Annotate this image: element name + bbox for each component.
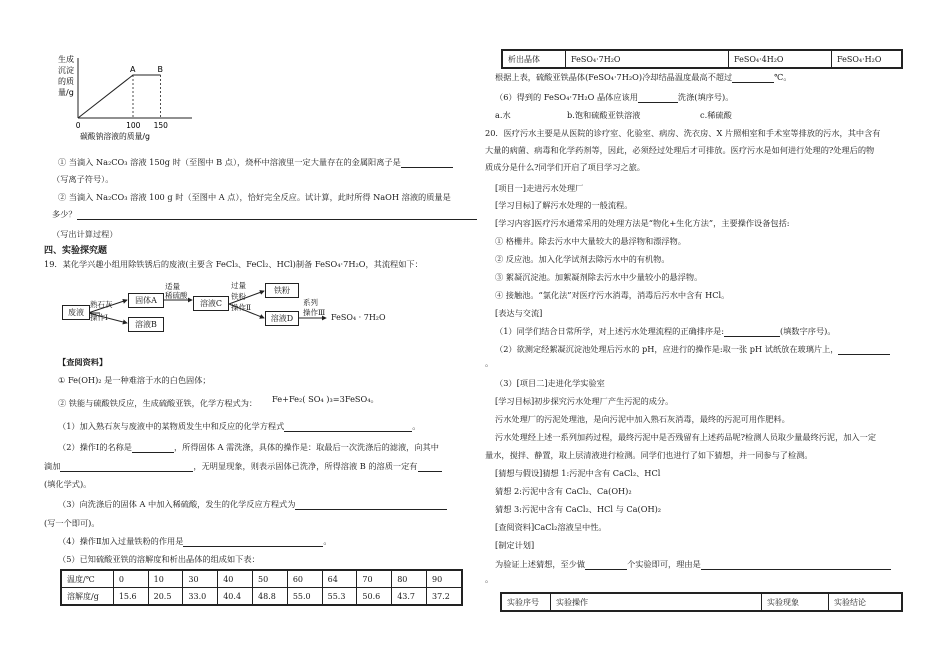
table-row [61,570,462,588]
wash-text: （6）得到的 FeSO₄·7H₂O 晶体应该用 [495,92,638,102]
crystal-temp-line [495,72,792,83]
step-1-end: 。 [412,421,421,431]
experiment-table [500,592,903,612]
sludge-detect-b: 量水，搅拌、静置，取上层清液进行检测。同学们也进行了如下猜想，并一同参与了检测。 [485,450,813,460]
point-label: A [130,65,136,75]
discussion-title: [表达与交流] [495,308,543,318]
point-label: B [157,65,163,75]
flow-label-op3-2: 操作Ⅲ [303,308,326,317]
step-5-text: （5）已知硫酸亚铁的溶解度和析出晶体的组成如下表： [58,554,260,564]
hypothesis-1: [猜想与假设]猜想 1:污泥中含有 CaCl₂、HCl [495,468,661,478]
learning-content: [学习内容]医疗污水通常采用的处理方法是“物化+生化方法”，主要操作设备包括: [495,218,790,228]
answer-blank-reason[interactable] [701,560,891,570]
step-3-text: （3）向洗涤后的固体 A 中加入稀硫酸，发生的化学反应方程式为 [58,499,296,509]
table-cell: 60 [287,570,322,588]
table-header-cell: 实验结论 [829,593,903,611]
flow-product: FeSO₄ · 7H₂O [331,313,386,322]
plan-text: 为验证上述猜想，至少做 [495,559,586,569]
flow-label-iron-2: 铁粉 [231,292,246,301]
table-cell: 50.6 [357,588,392,606]
step-4-text: （4）操作Ⅱ加入过量铁粉的作用是 [58,536,184,546]
table-header-cell: 实验现象 [762,593,829,611]
info-1: ① Fe(OH)₂ 是一种难溶于水的白色固体； [58,375,211,385]
order-line [495,326,836,337]
equation-end: 。 [370,394,379,404]
table-cell: FeSO₄·H₂O [832,50,903,68]
flow-iron-powder: 铁粉 [265,283,299,298]
flow-label-op1: 操作Ⅰ [90,313,108,322]
info-2: ② 铁能与硫酸铁反应，生成硫酸亚铁，化学方程式为： [58,398,258,408]
order-text-end: (填数字序号)。 [780,326,836,336]
step-2-line-b [44,461,442,472]
question-2-text: ② 当滴入 Na₂CO₃ 溶液 100 g 时（至图中 A 点），恰好完全反应。试计算，此时所得 NaOH 溶液的质量是 [58,192,451,202]
step-2-text-a2: ，所得固体 A 需洗涤，具体的操作是：取最后一次洗涤后的滤液，向其中 [173,442,439,452]
question-20-line-b: 大量的病菌、病毒和化学药剂等，因此，必须经过处理后才可排放。医疗污水是如何进行处理的?处理后的物 [485,145,875,155]
step-2-note: (填化学式)。 [44,479,92,489]
x-axis-label: 碳酸钠溶液的质量/g [80,132,150,141]
reference-info: [查阅资料]CaCl₂溶液呈中性。 [495,522,607,532]
y-axis-label: 量/g [58,88,74,97]
solubility-table [60,569,463,606]
hypothesis-3: 猜想 3:污泥中含有 CaCl₂、HCl 与 Ca(OH)₂ [495,504,662,514]
answer-blank-s1[interactable] [284,422,412,432]
answer-blank-r1[interactable] [732,73,774,83]
table-cell: 30 [183,570,218,588]
wash-line [495,92,733,103]
project-1: [项目一]走进污水处理厂 [495,183,584,193]
device-1: ① 格栅井。除去污水中大量较大的悬浮物和漂浮物。 [495,236,686,246]
table-cell: 80 [392,570,427,588]
question-1-line [58,157,453,168]
step-2-text-b: 滴加 [44,461,61,471]
answer-blank-s4[interactable] [183,537,323,547]
table-row [501,593,902,611]
answer-blank-s2c[interactable] [418,462,442,472]
flow-label-lime: 熟石灰 [90,300,113,309]
flow-label-op3-1: 系列 [303,298,318,307]
step-3-line [58,499,447,510]
step-2-text-b2: ，无明显现象，则表示固体已洗净，所得溶液 B 的溶质一定有 [193,461,418,471]
order-text: （1）同学们结合日常所学，对上述污水处理流程的正确排序是: [495,326,725,336]
answer-blank-order[interactable] [724,327,780,337]
question-2-ask: 多少？ [52,209,77,219]
table-cell: 50 [253,570,288,588]
table-cell: 0 [113,570,148,588]
device-2: ② 反应池。加入化学试剂去除污水中的有机物。 [495,254,670,264]
question-2-line [52,209,477,220]
question-1-text: ① 当滴入 Na₂CO₃ 溶液 150g 时（至图中 B 点），烧杯中溶液里一定大量存在的金属阳离子是 [58,157,401,167]
flow-solution-c: 溶液C [193,296,229,311]
table-cell: FeSO₄·4H₂O [729,50,832,68]
series-line [78,75,161,118]
y-axis-label: 的质 [58,77,74,86]
flow-label-iron-1: 过量 [231,281,246,290]
question-20-line-a: 20．医疗污水主要是从医院的诊疗室、化验室、病房、洗衣房、X 片照相室和手术室等排放的污水，其中含有 [485,128,881,138]
table-cell: 90 [427,570,463,588]
table-row [502,50,902,68]
ph-line [495,344,890,355]
table-header-cell: 实验序号 [501,593,551,611]
crystal-temp-unit: ℃。 [774,72,792,82]
answer-blank-2[interactable] [77,210,477,220]
question-19-text: 19．某化学兴趣小组用除铁锈后的废液(主要含 FeCl₃、FeCl₂、HCl)制备 FeSO₄·7H₂O，其流程如下： [44,259,423,269]
x-tick-label: 0 [75,121,81,130]
flow-solid-a: 固体A [128,293,164,308]
sludge-detect-a: 污水处理经上述一系列加药过程，最终污泥中是否残留有上述药品呢?检测人员取少量最终污泥，加入一定 [495,432,877,442]
section-title: 四、实验探究题 [44,246,108,256]
table-cell: 55.3 [322,588,357,606]
device-4: ④ 接触池。“氯化法”对医疗污水消毒，消毒后污水中含有 HCl。 [495,290,730,300]
wash-option-a: a.水 [495,110,511,120]
y-axis-label: 沉淀 [58,66,74,75]
table-cell: 析出晶体 [502,50,566,68]
table-cell: FeSO₄·7H₂O [566,50,729,68]
wash-text-end: 洗涤(填序号)。 [677,92,734,102]
plan-end: 。 [485,574,494,584]
answer-blank-r2[interactable] [638,93,678,103]
wash-option-c: c.稀硫酸 [700,110,732,120]
step-1-line [58,421,420,432]
table-cell: 43.7 [392,588,427,606]
table-cell: 40.4 [218,588,253,606]
plan-line [495,559,891,570]
answer-blank-s3[interactable] [295,500,447,510]
table-cell: 20.5 [148,588,183,606]
table-header-cell: 实验操作 [551,593,762,611]
table-cell: 33.0 [183,588,218,606]
sludge-info: 污水处理厂的污泥处理池，是向污泥中加入熟石灰消毒，最终的污泥可用作肥料。 [495,414,790,424]
flow-solution-b: 溶液B [128,317,164,332]
flow-waste: 废液 [62,305,90,320]
table-cell: 40 [218,570,253,588]
x-tick-label: 150 [153,121,168,130]
learning-goal-1: [学习目标]了解污水处理的一般流程。 [495,200,633,210]
flow-label-op2: 操作Ⅱ [231,303,252,312]
wash-option-b: b.饱和硫酸亚铁溶液 [567,110,641,120]
info-title: 【查阅资料】 [58,357,108,367]
table-row [61,588,462,606]
precipitate-mass-chart [44,50,194,150]
answer-blank-s2b[interactable] [60,462,193,472]
table-cell: 70 [357,570,392,588]
question-20-line-c: 质成分是什么?同学们开启了项目学习之旅。 [485,162,645,172]
project-2: （3）[项目二]走进化学实验室 [495,378,605,388]
step-2-line-a [58,442,439,453]
answer-blank-s2a[interactable] [132,443,174,453]
table-cell: 温度/℃ [61,570,113,588]
answer-blank-1[interactable] [401,158,453,168]
crystal-table [501,49,903,69]
crystal-temp-text: 根据上表，硫酸亚铁晶体(FeSO₄·7H₂O)冷却结晶温度最高不超过 [495,72,733,82]
answer-blank-count[interactable] [585,560,627,570]
step-4-end: 。 [323,536,332,546]
flow-label-acid-1: 适量 [165,282,180,291]
table-cell: 10 [148,570,183,588]
x-tick-label: 100 [126,121,141,130]
answer-blank-ph[interactable] [838,345,890,355]
plan-title: [制定计划] [495,540,535,550]
table-cell: 64 [322,570,357,588]
hypothesis-2: 猜想 2:污泥中含有 CaCl₂、Ca(OH)₂ [495,486,632,496]
step-4-line [58,536,332,547]
step-1-text: （1）加入熟石灰与废液中的某物质发生中和反应的化学方程式 [58,421,285,431]
flow-solution-d: 溶液D [265,311,299,326]
question-2-note: （写出计算过程） [52,229,118,239]
table-cell: 48.8 [253,588,288,606]
table-cell: 55.0 [287,588,322,606]
plan-reason: 个实验即可，理由是 [627,559,701,569]
ph-text: （2）欲测定经絮凝沉淀池处理后污水的 pH，应进行的操作是:取一张 pH 试纸放在玻璃片上， [495,344,839,354]
info-2-equation [272,394,379,405]
equation-text: Fe+Fe₂( SO₄ )₃=3FeSO₄ [272,394,371,404]
question-1-note: （写离子符号）。 [52,174,114,184]
table-cell: 15.6 [113,588,148,606]
y-axis-label: 生成 [58,55,74,64]
flow-label-acid-2: 稀硫酸 [165,291,188,300]
table-cell: 37.2 [427,588,463,606]
device-3: ③ 絮凝沉淀池。加絮凝剂除去污水中少量较小的悬浮物。 [495,272,703,282]
ph-end: 。 [485,358,494,368]
learning-goal-2: [学习目标]初步探究污水处理厂产生污泥的成分。 [495,396,674,406]
step-3-note: (写一个即可)。 [44,518,100,528]
step-2-text-a: （2）操作Ⅰ的名称是 [58,442,132,452]
table-cell: 溶解度/g [61,588,113,606]
